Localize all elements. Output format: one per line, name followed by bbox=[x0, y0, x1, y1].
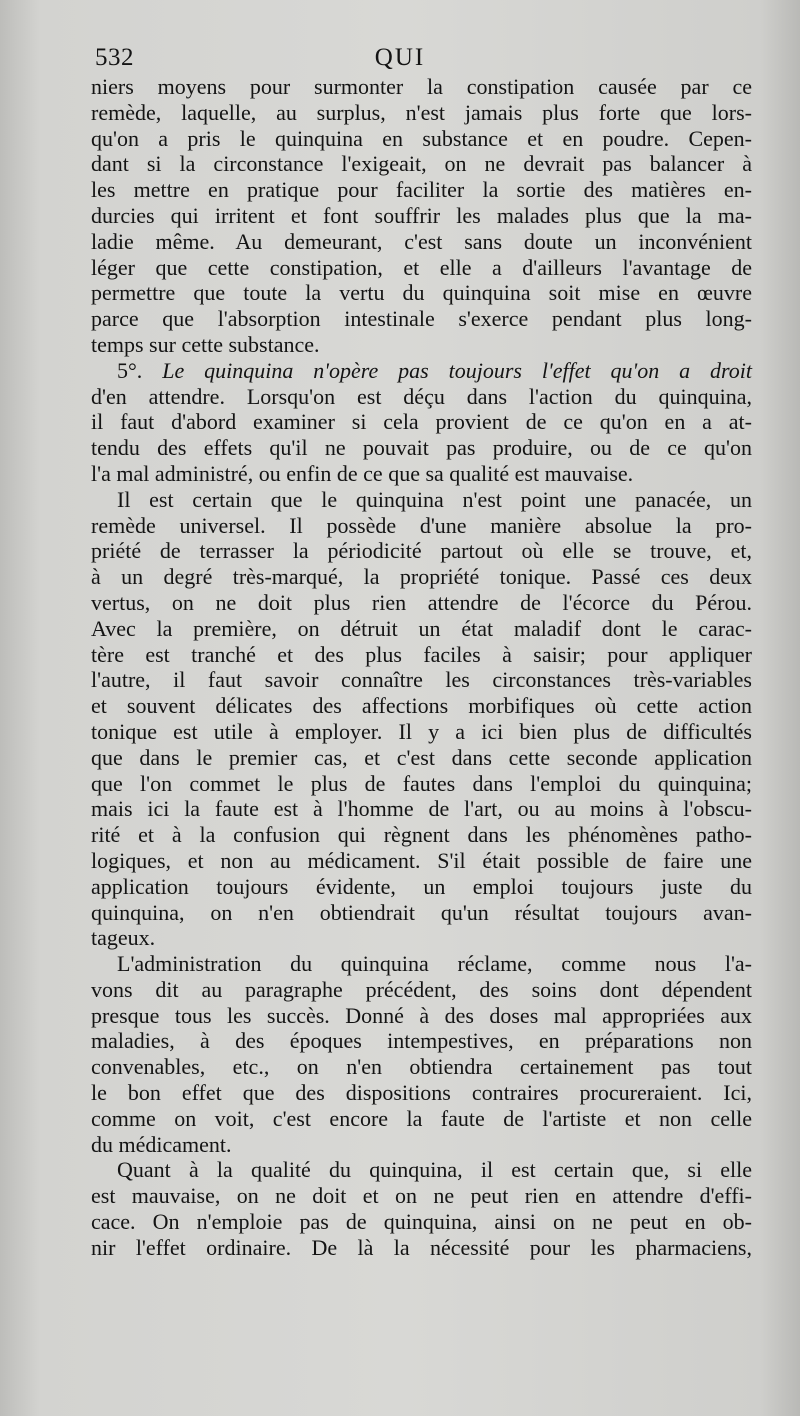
text-line: les mettre en pratique pour faciliter la sortie des matières en- bbox=[91, 177, 752, 203]
text-line: le bon effet que des dispositions contraires procureraient. Ici, bbox=[91, 1080, 752, 1106]
text-line: tère est tranché et des plus faciles à saisir; pour appliquer bbox=[91, 641, 752, 667]
text-line: application toujours évidente, un emploi toujours juste du bbox=[91, 873, 752, 899]
text-line: convenables, etc., on n'en obtiendra certainement pas tout bbox=[91, 1054, 752, 1080]
paragraph bbox=[91, 1157, 752, 1260]
text-line: l'a mal administré, ou enfin de ce que sa qualité est mauvaise. bbox=[91, 460, 634, 486]
paragraph bbox=[91, 74, 752, 358]
text-line: rité et à la confusion qui règnent dans les phénomènes patho- bbox=[91, 822, 752, 848]
text-line: vertus, on ne doit plus rien attendre de l'écorce du Pérou. bbox=[91, 589, 752, 615]
section-number: 5°. bbox=[117, 357, 143, 383]
text-line: tendu des effets qu'il ne pouvait pas produire, ou de ce qu'on bbox=[91, 435, 752, 461]
text-line: l'autre, il faut savoir connaître les circonstances très-variables bbox=[91, 667, 752, 693]
text-line: tageux. bbox=[91, 925, 156, 951]
text-line: du médicament. bbox=[91, 1131, 232, 1157]
text-line: que dans le premier cas, et c'est dans cette seconde application bbox=[91, 744, 752, 770]
text-line: et souvent délicates des affections morbifiques où cette action bbox=[91, 693, 752, 719]
text-line: ladie même. Au demeurant, c'est sans doute un inconvénient bbox=[91, 228, 752, 254]
text-line: léger que cette constipation, et elle a d'ailleurs l'avantage de bbox=[91, 254, 752, 280]
text-line: nir l'effet ordinaire. De là la nécessité pour les pharmaciens, bbox=[91, 1234, 752, 1260]
text-line bbox=[91, 358, 752, 384]
text-line: L'administration du quinquina réclame, comme nous l'a- bbox=[117, 951, 752, 977]
text-line: Avec la première, on détruit un état maladif dont le carac- bbox=[91, 615, 752, 641]
text-line: maladies, à des époques intempestives, en préparations non bbox=[91, 1028, 752, 1054]
text-line: Quant à la qualité du quinquina, il est certain que, si elle bbox=[117, 1157, 752, 1183]
paragraph bbox=[91, 358, 752, 487]
text-line: que l'on commet le plus de fautes dans l'emploi du quinquina; bbox=[91, 770, 752, 796]
text-line: niers moyens pour surmonter la constipation causée par ce bbox=[91, 74, 752, 99]
text-line: est mauvaise, on ne doit et on ne peut rien en attendre d'effi- bbox=[91, 1183, 752, 1209]
body-text bbox=[91, 74, 752, 1261]
section-heading: Le quinquina n'opère pas toujours l'effet qu'on a droit bbox=[162, 357, 752, 383]
text-line: d'en attendre. Lorsqu'on est déçu dans l'action du quinquina, bbox=[91, 383, 752, 409]
text-line: temps sur cette substance. bbox=[91, 331, 320, 357]
text-line: tonique est utile à employer. Il y a ici bien plus de difficultés bbox=[91, 718, 752, 744]
page-number: 532 bbox=[95, 44, 134, 71]
paragraph bbox=[91, 951, 752, 1157]
text-line: qu'on a pris le quinquina en substance et en poudre. Cepen- bbox=[91, 125, 752, 151]
text-line: durcies qui irritent et font souffrir les malades plus que la ma- bbox=[91, 202, 752, 228]
text-line: presque tous les succès. Donné à des doses mal appropriées aux bbox=[91, 1002, 752, 1028]
paragraph bbox=[91, 487, 752, 951]
text-line: logiques, et non au médicament. S'il était possible de faire une bbox=[91, 847, 752, 873]
text-line: cace. On n'emploie pas de quinquina, ainsi on ne peut en ob- bbox=[91, 1209, 752, 1235]
text-line: à un degré très-marqué, la propriété tonique. Passé ces deux bbox=[91, 564, 752, 590]
text-line: il faut d'abord examiner si cela provient de ce qu'on en a at- bbox=[91, 409, 752, 435]
text-line: vons dit au paragraphe précédent, des soins dont dépendent bbox=[91, 976, 752, 1002]
text-line: comme on voit, c'est encore la faute de l'artiste et non celle bbox=[91, 1105, 752, 1131]
text-line: Il est certain que le quinquina n'est point une panacée, un bbox=[117, 486, 752, 512]
text-line: dant si la circonstance l'exigeait, on ne devrait pas balancer à bbox=[91, 151, 752, 177]
text-line: permettre que toute la vertu du quinquina soit mise en œuvre bbox=[91, 280, 752, 306]
text-line: mais ici la faute est à l'homme de l'art, ou au moins à l'obscu- bbox=[91, 796, 752, 822]
text-line: parce que l'absorption intestinale s'exerce pendant plus long- bbox=[91, 306, 752, 332]
text-line: remède universel. Il possède d'une manière absolue la pro- bbox=[91, 512, 752, 538]
running-head: QUI bbox=[374, 44, 426, 71]
text-line: quinquina, on n'en obtiendrait qu'un résultat toujours avan- bbox=[91, 899, 752, 925]
text-line: remède, laquelle, au surplus, n'est jamais plus forte que lors- bbox=[91, 99, 752, 125]
text-line: priété de terrasser la périodicité partout où elle se trouve, et, bbox=[91, 538, 752, 564]
